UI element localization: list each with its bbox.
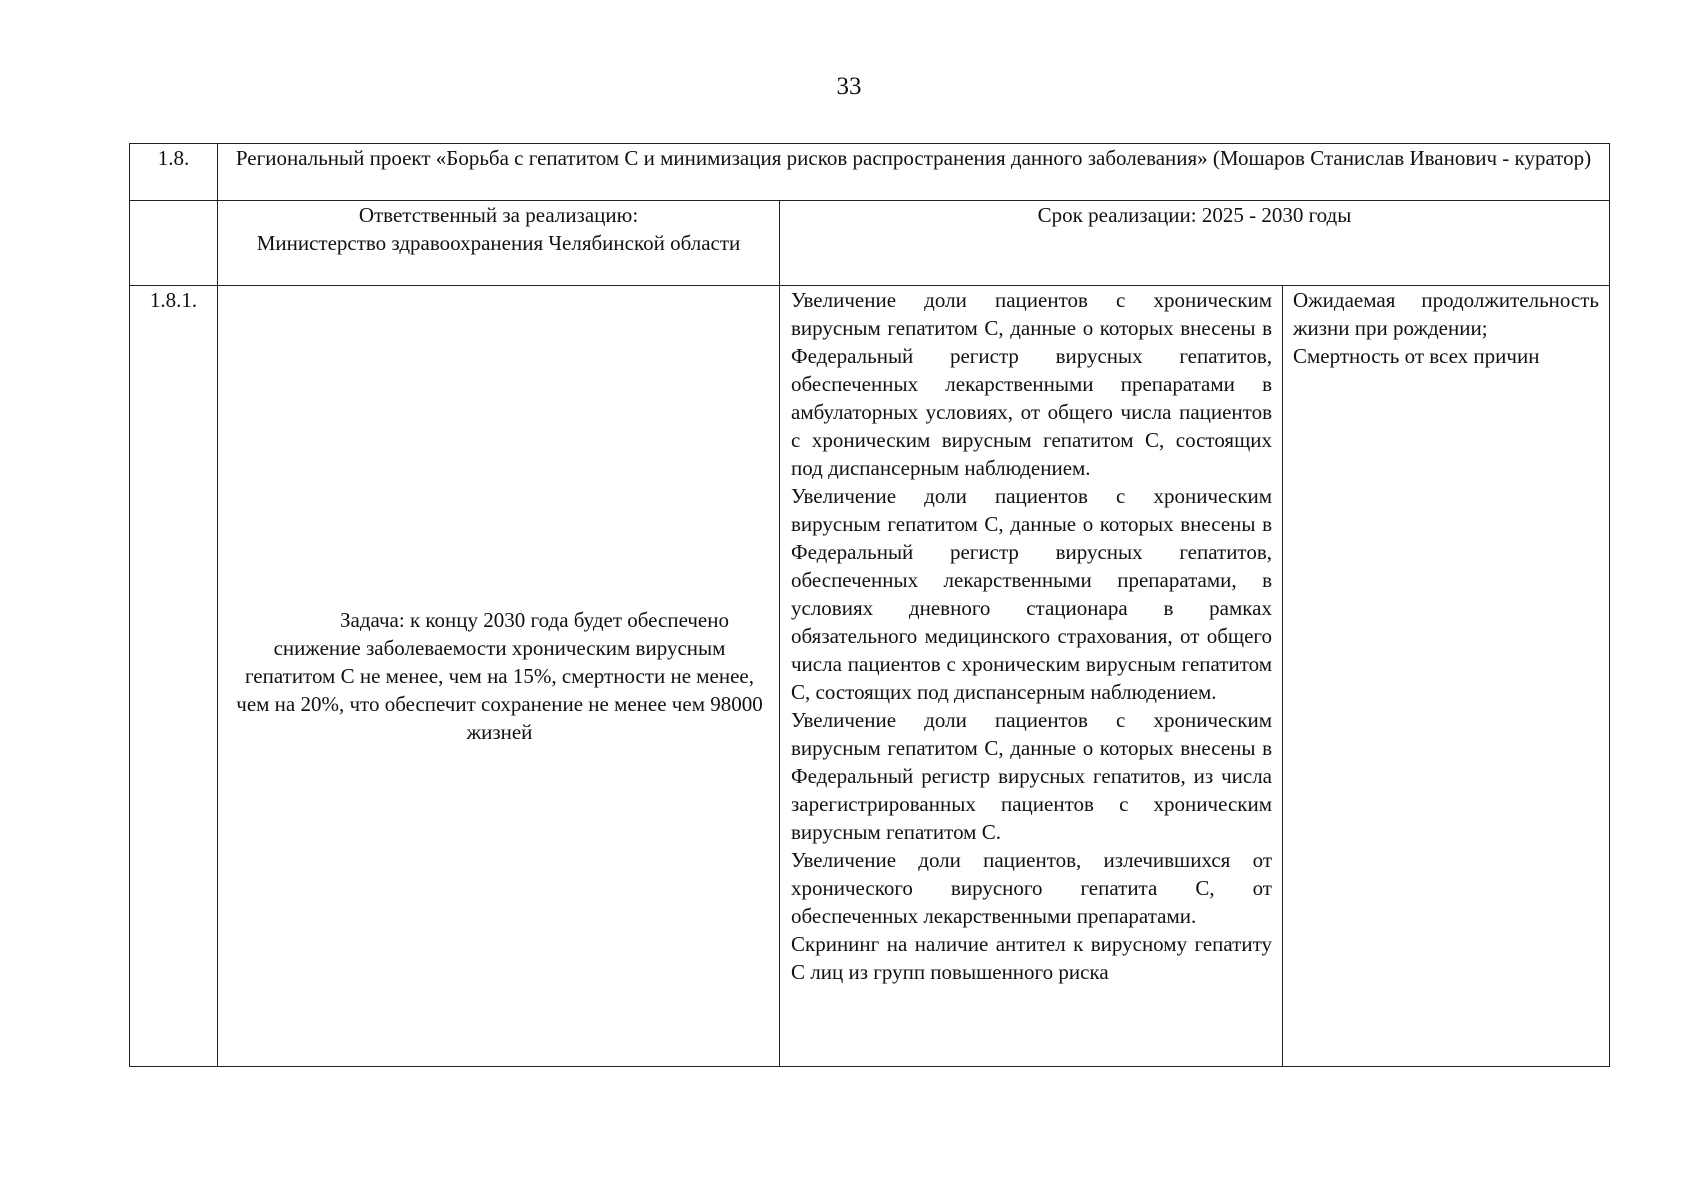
indicators-cell <box>780 286 1283 1067</box>
page-number: 33 <box>836 73 862 100</box>
indicator-item: Увеличение доли пациентов с хроническим вирусным гепатитом С, данные о которых внесены в Федеральный регистр вирусных гепатитов, из числа зарегистрированных пациентов с хроническим вирусным гепатитом С. <box>791 708 1272 844</box>
indicator-item: Увеличение доли пациентов с хроническим вирусным гепатитом С, данные о которых внесены в Федеральный регистр вирусных гепатитов, обеспеченных лекарственными препаратами в амбулаторных условиях, от общего числа пациентов с хроническим вирусным гепатитом С, состоящих под диспансерным наблюдением. <box>791 288 1272 480</box>
target-item: Смертность от всех причин <box>1293 344 1540 368</box>
program-table <box>129 143 1610 1067</box>
indicator-item: Увеличение доли пациентов с хроническим вирусным гепатитом С, данные о которых внесены в Федеральный регистр вирусных гепатитов, обеспеченных лекарственными препаратами, в условиях дневного стационара в рамках обязательного медицинского страхования, от общего числа пациентов с хроническим вирусным гепатитом С, состоящих под диспансерным наблюдением. <box>791 484 1272 704</box>
empty-number-cell <box>130 201 218 286</box>
responsible-label: Ответственный за реализацию: <box>358 203 639 227</box>
project-title: Региональный проект «Борьба с гепатитом С и минимизация рисков распространения данного заболевания» (Мошаров Станислав Иванович - куратор) <box>218 144 1610 201</box>
task-text: Задача: к концу 2030 года будет обеспечено снижение заболеваемости хроническим вирусным гепатитом С не менее, чем на 15%, смертности не менее, чем на 20%, что обеспечит сохранение не менее чем 98000 жизней <box>236 608 763 744</box>
responsibility-row <box>130 201 1610 286</box>
targets-cell <box>1283 286 1610 1067</box>
target-item: Ожидаемая продолжительность жизни при рождении; <box>1293 288 1600 340</box>
project-number: 1.8. <box>130 144 218 201</box>
responsible-cell <box>218 201 780 286</box>
indicator-item: Увеличение доли пациентов, излечившихся от хронического вирусного гепатита С, от обеспеченных лекарственными препаратами. <box>791 848 1272 928</box>
implementation-period: Срок реализации: 2025 - 2030 годы <box>780 201 1610 286</box>
task-cell <box>218 286 780 1067</box>
indicator-item: Скрининг на наличие антител к вирусному гепатиту С лиц из групп повышенного риска <box>791 932 1272 984</box>
task-row <box>130 286 1610 1067</box>
responsible-ministry: Министерство здравоохранения Челябинской области <box>256 231 741 255</box>
project-header-row <box>130 144 1610 201</box>
task-number: 1.8.1. <box>130 286 218 1067</box>
